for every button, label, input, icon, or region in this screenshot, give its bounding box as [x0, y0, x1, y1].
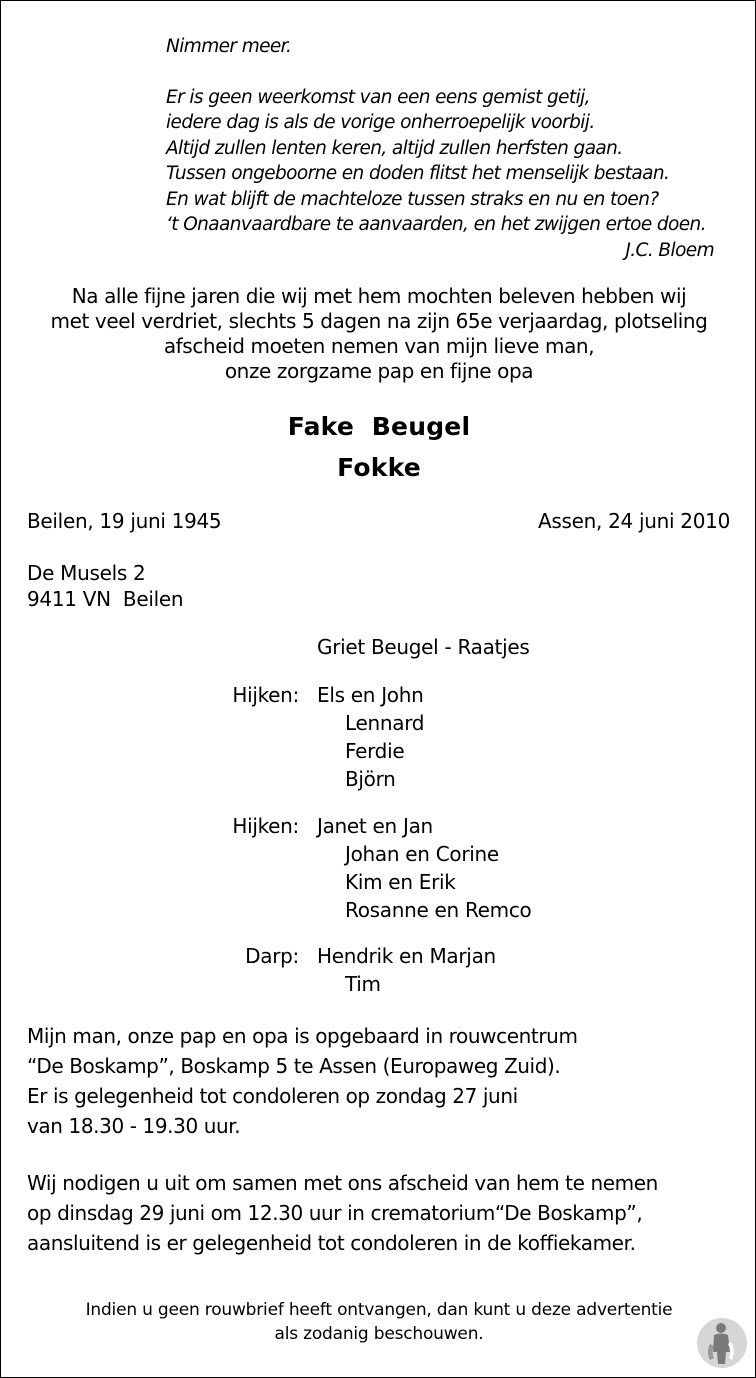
footer-line: als zodanig beschouwen. [274, 1324, 484, 1344]
intro-line: afscheid moeten nemen van mijn lieve man, [163, 334, 595, 358]
family-child: Björn [345, 767, 396, 791]
intro-line: met veel verdriet, slechts 5 dagen na zijn 65e verjaardag, plotseling [50, 309, 708, 333]
poem-line: Altijd zullen lenten keren, altijd zullen herfsten gaan. [166, 137, 623, 159]
funeral-figure-logo-icon [696, 1316, 748, 1370]
family-place-label: Darp: [245, 944, 299, 968]
family-child: Johan en Corine [345, 842, 499, 866]
ceremony-paragraph [27, 1168, 737, 1258]
family-place-label: Hijken: [232, 814, 299, 838]
viewing-line: van 18.30 - 19.30 uur. [27, 1114, 241, 1138]
logo-graphic [696, 1316, 748, 1370]
intro-text [21, 284, 737, 384]
poem-line: ‘t Onaanvaardbare te aanvaarden, en het zwijgen ertoe doen. [166, 214, 706, 235]
poem-line: Er is geen weerkomst van een eens gemist getij, [166, 86, 590, 108]
family-parents: Hendrik en Marjan [317, 944, 496, 968]
deceased-nickname: Fokke [337, 453, 421, 482]
family-child: Lennard [345, 711, 425, 735]
family-child: Rosanne en Remco [345, 898, 532, 922]
address-street: De Musels 2 [27, 561, 146, 585]
family-child: Kim en Erik [345, 870, 456, 894]
poem-title: Nimmer meer. [166, 36, 292, 57]
family-child: Ferdie [345, 739, 405, 763]
footer-line: Indien u geen rouwbrief heeft ontvangen, dan kunt u deze advertentie [85, 1300, 673, 1320]
ceremony-line: aansluitend is er gelegenheid tot condoleren in de koffiekamer. [27, 1231, 636, 1255]
death-date: Assen, 24 juni 2010 [537, 509, 730, 533]
address-city: 9411 VN Beilen [27, 587, 184, 611]
poem-line: iedere dag is als de vorige onherroepelijk voorbij. [166, 112, 595, 133]
footer-note [1, 1298, 756, 1346]
address [27, 560, 183, 612]
poem-line: Tussen ongeboorne en doden flitst het menselijk bestaan. [166, 163, 670, 184]
poem-line: En wat blijft de machteloze tussen straks en nu en toen? [166, 188, 659, 210]
spouse-name: Griet Beugel - Raatjes [317, 635, 530, 659]
viewing-line: Mijn man, onze pap en opa is opgebaard in rouwcentrum [27, 1024, 578, 1048]
viewing-line: Er is gelegenheid tot condoleren op zondag 27 juni [27, 1084, 518, 1108]
poem-author: J.C. Bloem [625, 239, 714, 261]
deceased-name: Fake Beugel [287, 412, 471, 441]
ceremony-line: op dinsdag 29 juni om 12.30 uur in crematorium“De Boskamp”, [27, 1201, 643, 1225]
poem [166, 34, 726, 263]
ceremony-line: Wij nodigen u uit om samen met ons afscheid van hem te nemen [27, 1171, 658, 1195]
viewing-paragraph [27, 1021, 737, 1141]
viewing-line: “De Boskamp”, Boskamp 5 te Assen (Europaweg Zuid). [27, 1054, 561, 1078]
family-child: Tim [345, 972, 381, 996]
intro-line: onze zorgzame pap en fijne opa [224, 359, 534, 383]
intro-line: Na alle fijne jaren die wij met hem mochten beleven hebben wij [71, 284, 687, 308]
birth-date: Beilen, 19 juni 1945 [27, 509, 222, 533]
family-parents: Els en John [317, 683, 424, 707]
family-parents: Janet en Jan [317, 814, 433, 838]
family-place-label: Hijken: [232, 683, 299, 707]
